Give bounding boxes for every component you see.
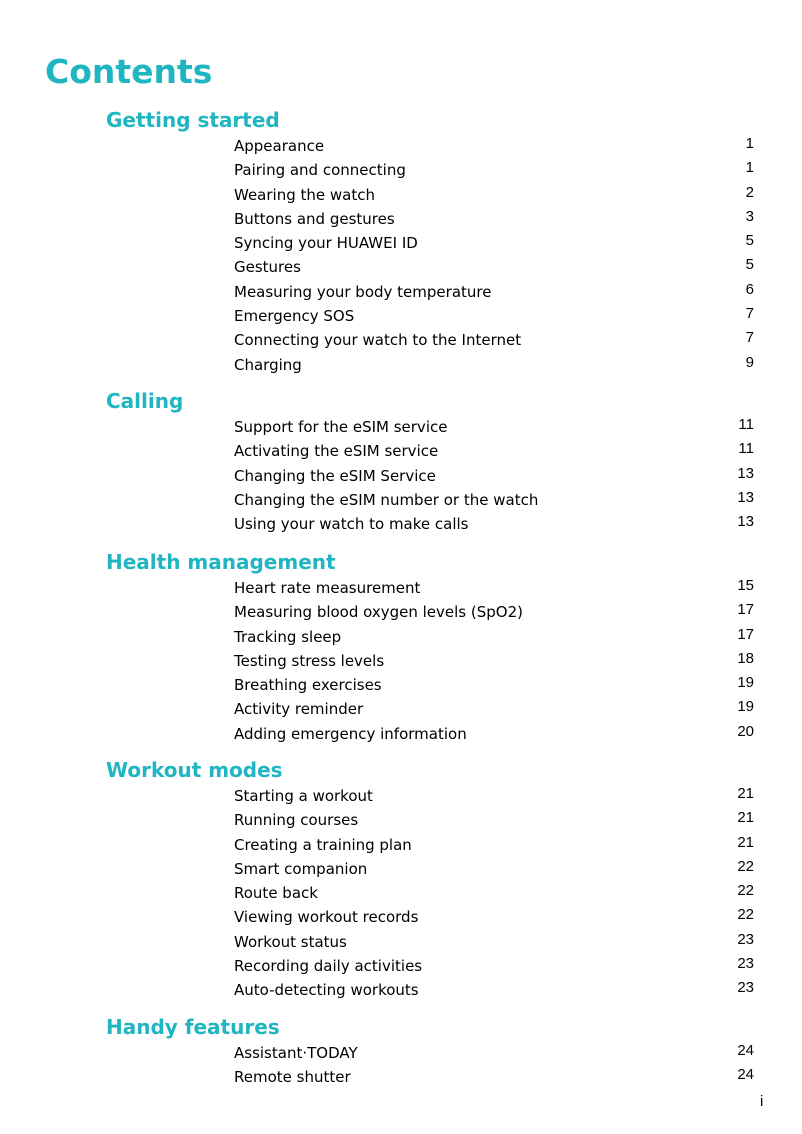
toc-entry[interactable] — [234, 625, 754, 649]
toc-entry-title: Connecting your watch to the Internet — [234, 331, 522, 350]
toc-entry-title: Remote shutter — [234, 1068, 351, 1087]
toc-entry[interactable] — [234, 978, 754, 1002]
toc-entry-title: Support for the eSIM service — [234, 418, 448, 436]
toc-entry-page: 3 — [745, 207, 754, 225]
toc-entry-page: 11 — [738, 440, 754, 458]
toc-entry[interactable] — [234, 255, 754, 279]
toc-entry-title: Pairing and connecting — [234, 161, 406, 180]
toc-entry-page: 21 — [737, 785, 754, 802]
toc-entry[interactable] — [234, 673, 754, 697]
page-title: Contents — [45, 52, 213, 91]
toc-entry-page: 1 — [745, 135, 754, 152]
toc-entry-title: Measuring blood oxygen levels (SpO2) — [234, 603, 523, 622]
toc-entry[interactable] — [234, 439, 754, 463]
toc-entry[interactable] — [234, 881, 754, 905]
toc-entry-title: Measuring your body temperature — [234, 282, 492, 301]
toc-entry-title: Auto-detecting workouts — [234, 981, 419, 1000]
toc-entry[interactable] — [234, 905, 754, 929]
toc-entry-page: 1 — [745, 159, 754, 177]
toc-entry-title: Using your watch to make calls — [234, 515, 469, 534]
toc-entry[interactable] — [234, 784, 754, 808]
toc-entry-page: 21 — [737, 809, 754, 827]
toc-entry[interactable] — [234, 857, 754, 881]
toc-entries — [234, 134, 754, 377]
toc-entry-title: Activating the eSIM service — [234, 442, 439, 461]
toc-entry-page: 22 — [737, 906, 754, 924]
toc-entry-title: Buttons and gestures — [234, 209, 395, 228]
toc-entry-page: 22 — [737, 882, 754, 900]
toc-entry[interactable] — [234, 353, 754, 377]
toc-entry[interactable] — [234, 930, 754, 954]
toc-entry-page: 17 — [737, 625, 754, 643]
toc-entry[interactable] — [234, 207, 754, 231]
section-title[interactable]: Workout modes — [106, 758, 283, 782]
toc-entry-title: Emergency SOS — [234, 307, 355, 326]
toc-entry-title: Breathing exercises — [234, 676, 382, 695]
toc-entry[interactable] — [234, 328, 754, 352]
toc-entry-title: Smart companion — [234, 859, 368, 878]
toc-entry-page: 18 — [737, 649, 754, 667]
toc-entries — [234, 576, 754, 746]
toc-entry[interactable] — [234, 415, 754, 439]
toc-entry-page: 23 — [737, 955, 754, 973]
toc-entry[interactable] — [234, 488, 754, 512]
toc-entry-page: 11 — [738, 416, 754, 433]
toc-entry[interactable] — [234, 808, 754, 832]
toc-entry[interactable] — [234, 833, 754, 857]
toc-entries — [234, 415, 754, 536]
toc-entry-title: Assistant·TODAY — [234, 1044, 358, 1062]
toc-entry-page: 9 — [745, 353, 754, 371]
toc-entry-page: 23 — [737, 930, 754, 948]
toc-entry[interactable] — [234, 649, 754, 673]
toc-entry[interactable] — [234, 134, 754, 158]
toc-entry[interactable] — [234, 280, 754, 304]
toc-entry-title: Running courses — [234, 811, 359, 830]
section-title[interactable]: Health management — [106, 550, 336, 574]
section-title[interactable]: Calling — [106, 389, 184, 413]
toc-entry[interactable] — [234, 464, 754, 488]
toc-entry[interactable] — [234, 697, 754, 721]
toc-entry-title: Testing stress levels — [234, 651, 385, 670]
toc-entry-page: 5 — [745, 232, 754, 250]
toc-entry-page: 20 — [737, 722, 754, 740]
toc-entry-title: Route back — [234, 884, 318, 903]
toc-entry-title: Wearing the watch — [234, 185, 375, 204]
toc-entry-title: Viewing workout records — [234, 908, 419, 927]
toc-entry-page: 13 — [737, 488, 754, 506]
toc-entry-page: 19 — [737, 674, 754, 692]
toc-entry[interactable] — [234, 954, 754, 978]
section-title[interactable]: Handy features — [106, 1015, 280, 1039]
toc-entry-page: 24 — [737, 1042, 754, 1059]
toc-entries — [234, 1041, 754, 1090]
toc-entry-page: 13 — [737, 513, 754, 531]
toc-entry-page: 15 — [737, 577, 754, 594]
toc-entry[interactable] — [234, 304, 754, 328]
toc-entry-page: 22 — [737, 857, 754, 875]
toc-entry[interactable] — [234, 576, 754, 600]
toc-entry-page: 7 — [745, 305, 754, 323]
toc-entries — [234, 784, 754, 1003]
toc-entry-title: Syncing your HUAWEI ID — [234, 234, 418, 253]
toc-entry-title: Changing the eSIM number or the watch — [234, 490, 539, 509]
toc-entry[interactable] — [234, 722, 754, 746]
toc-entry-title: Creating a training plan — [234, 835, 412, 854]
toc-entry-title: Appearance — [234, 137, 325, 155]
toc-entry-title: Heart rate measurement — [234, 579, 421, 597]
toc-entry-page: 21 — [737, 833, 754, 851]
toc-entry-page: 23 — [737, 979, 754, 997]
toc-entry-title: Recording daily activities — [234, 957, 423, 976]
toc-entry-title: Changing the eSIM Service — [234, 466, 436, 485]
toc-entry-title: Activity reminder — [234, 700, 364, 719]
page-number: i — [760, 1093, 764, 1110]
toc-entry-title: Gestures — [234, 258, 301, 277]
toc-entry[interactable] — [234, 512, 754, 536]
toc-entry-title: Adding emergency information — [234, 724, 467, 743]
toc-entry[interactable] — [234, 600, 754, 624]
toc-entry-page: 13 — [737, 464, 754, 482]
toc-entry-title: Charging — [234, 355, 302, 374]
toc-entry-page: 17 — [737, 601, 754, 619]
toc-entry[interactable] — [234, 231, 754, 255]
toc-entry[interactable] — [234, 183, 754, 207]
toc-entry-title: Workout status — [234, 932, 347, 951]
toc-entry-page: 24 — [737, 1066, 754, 1084]
toc-entry-page: 7 — [745, 329, 754, 347]
toc-entry[interactable] — [234, 1041, 754, 1065]
toc-entry-page: 6 — [745, 280, 754, 298]
toc-entry-title: Starting a workout — [234, 787, 373, 805]
section-title[interactable]: Getting started — [106, 108, 280, 132]
toc-entry-page: 2 — [745, 183, 754, 201]
toc-entry[interactable] — [234, 1065, 754, 1089]
toc-entry-page: 19 — [737, 698, 754, 716]
toc-entry[interactable] — [234, 158, 754, 182]
toc-entry-page: 5 — [745, 256, 754, 274]
toc-entry-title: Tracking sleep — [234, 627, 342, 646]
